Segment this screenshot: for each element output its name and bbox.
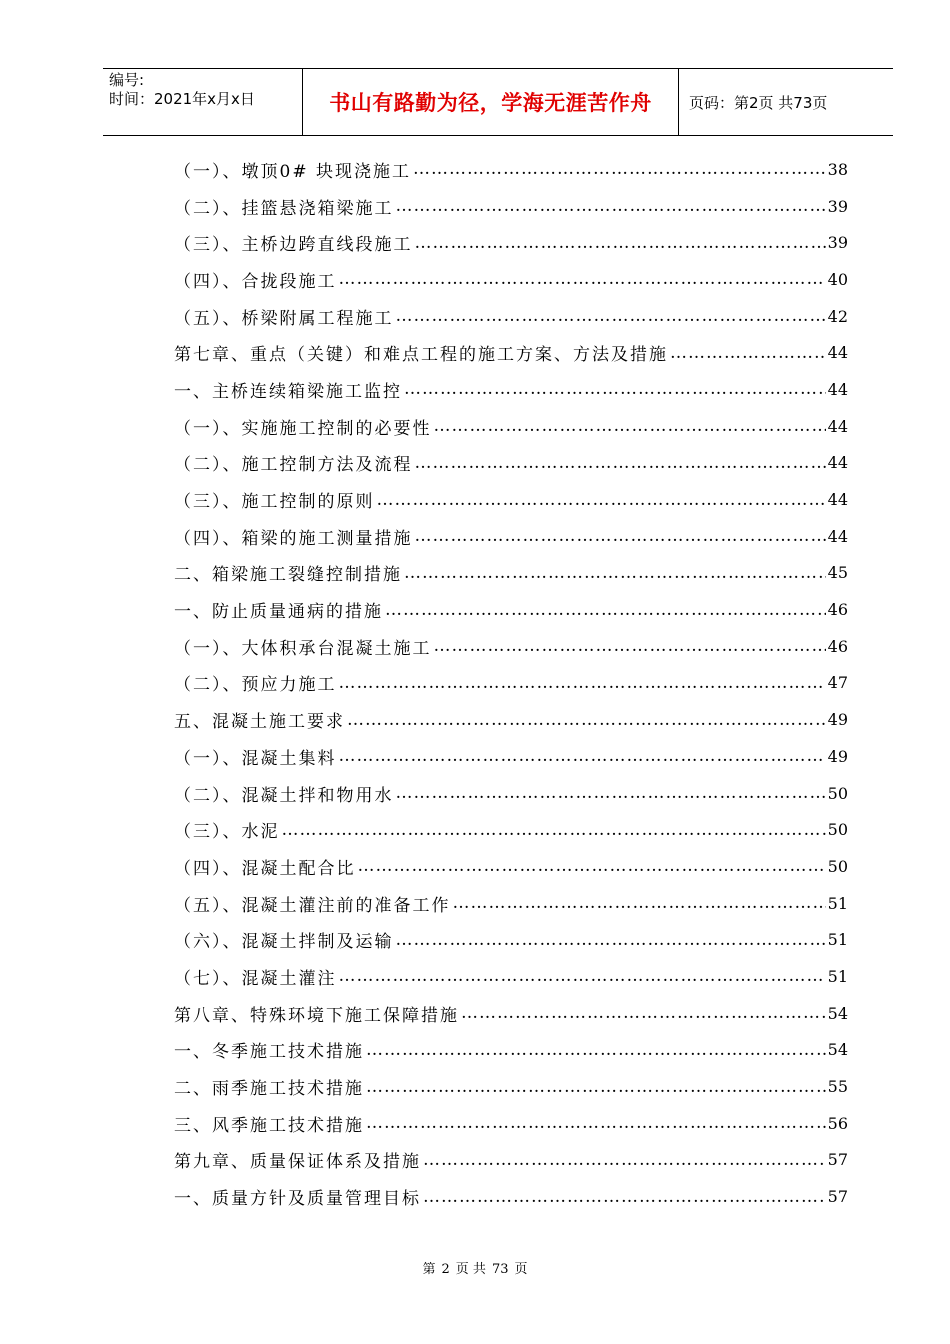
toc-entry-page: 50 — [827, 820, 848, 840]
toc-entry[interactable] — [174, 481, 848, 518]
toc-leader-dots — [415, 453, 826, 473]
toc-entry-page: 44 — [827, 343, 848, 363]
toc-entry[interactable] — [174, 628, 848, 665]
toc-entry-title: （五）、桥梁附属工程施工 — [174, 308, 394, 329]
toc-entry-page: 46 — [827, 600, 848, 620]
footer-mid: 页 共 — [455, 1262, 486, 1277]
toc-entry-title: 一、防止质量通病的措施 — [174, 602, 383, 623]
toc-entry-title: （七）、混凝土灌注 — [174, 968, 337, 989]
toc-entry-title: （四）、箱梁的施工测量措施 — [174, 528, 413, 549]
toc-entry[interactable] — [174, 848, 848, 885]
footer-prefix: 第 — [422, 1262, 436, 1277]
toc-entry-title: 第八章、特殊环境下施工保障措施 — [174, 1005, 459, 1026]
toc-entry[interactable] — [174, 885, 848, 922]
toc-leader-dots — [366, 1077, 826, 1097]
toc-entry-title: （一）、大体积承台混凝土施工 — [174, 638, 432, 659]
toc-entry-page: 51 — [827, 930, 848, 950]
toc-leader-dots — [366, 1040, 826, 1060]
toc-entry[interactable] — [174, 408, 848, 445]
toc-entry-page: 50 — [827, 783, 848, 803]
toc-leader-dots — [339, 673, 826, 693]
toc-entry-page: 49 — [827, 710, 848, 730]
toc-entry[interactable] — [174, 775, 848, 812]
toc-entry-title: （二）、预应力施工 — [174, 675, 337, 696]
toc-entry-title: 二、雨季施工技术措施 — [174, 1079, 364, 1100]
toc-leader-dots — [461, 1003, 826, 1023]
toc-leader-dots — [423, 1187, 826, 1207]
toc-leader-dots — [347, 710, 826, 730]
toc-entry[interactable] — [174, 518, 848, 555]
toc-entry-page: 40 — [827, 269, 848, 289]
toc-entry-page: 44 — [827, 379, 848, 399]
header-motto: 书山有路勤为径，学海无涯苦作舟 — [303, 69, 679, 135]
toc-entry-title: （五）、混凝土灌注前的准备工作 — [174, 895, 451, 916]
toc-entry[interactable] — [174, 1178, 848, 1215]
toc-leader-dots — [339, 746, 826, 766]
toc-entry[interactable] — [174, 1032, 848, 1069]
toc-leader-dots — [396, 783, 826, 803]
toc-entry[interactable] — [174, 371, 848, 408]
toc-entry[interactable] — [174, 701, 848, 738]
toc-entry-page: 50 — [827, 856, 848, 876]
toc-entry[interactable] — [174, 224, 848, 261]
toc-entry-title: 第七章、重点（关键）和难点工程的施工方案、方法及措施 — [174, 345, 668, 366]
toc-entry-page: 56 — [827, 1113, 848, 1133]
toc-entry[interactable] — [174, 555, 848, 592]
toc-entry[interactable] — [174, 591, 848, 628]
toc-entry[interactable] — [174, 261, 848, 298]
toc-entry-title: 一、质量方针及质量管理目标 — [174, 1189, 421, 1210]
toc-entry-title: （四）、合拢段施工 — [174, 271, 337, 292]
toc-leader-dots — [396, 196, 826, 216]
footer-page: 2 — [441, 1262, 450, 1277]
toc-entry-title: （四）、混凝土配合比 — [174, 858, 356, 879]
toc-leader-dots — [339, 966, 826, 986]
toc-entry-page: 57 — [827, 1187, 848, 1207]
toc-entry[interactable] — [174, 995, 848, 1032]
footer-suffix: 页 — [514, 1262, 528, 1277]
toc-entry-title: 一、主桥连续箱梁施工监控 — [174, 381, 402, 402]
toc-entry-page: 39 — [827, 196, 848, 216]
toc-entry-page: 47 — [827, 673, 848, 693]
toc-entry-page: 46 — [827, 636, 848, 656]
toc-leader-dots — [434, 636, 826, 656]
toc-entry-page: 54 — [827, 1003, 848, 1023]
toc-entry-title: （三）、施工控制的原则 — [174, 492, 375, 513]
toc-entry-title: （一）、墩顶0# 块现浇施工 — [174, 161, 411, 182]
toc-entry[interactable] — [174, 188, 848, 225]
toc-leader-dots — [404, 563, 826, 583]
toc-leader-dots — [413, 159, 826, 179]
toc-entry-title: 五、混凝土施工要求 — [174, 712, 345, 733]
toc-entry[interactable] — [174, 958, 848, 995]
toc-leader-dots — [423, 1150, 826, 1170]
toc-entry[interactable] — [174, 665, 848, 702]
time-label: 时间：2021年x月x日 — [109, 90, 255, 108]
toc-entry-title: （六）、混凝土拌制及运输 — [174, 932, 394, 953]
toc-entry-title: （二）、混凝土拌和物用水 — [174, 785, 394, 806]
serial-label: 编号: — [109, 71, 145, 89]
toc-entry[interactable] — [174, 921, 848, 958]
toc-entry-title: 一、冬季施工技术措施 — [174, 1042, 364, 1063]
toc-leader-dots — [415, 526, 826, 546]
toc-entry-page: 42 — [827, 306, 848, 326]
toc-entry[interactable] — [174, 334, 848, 371]
toc-entry-page: 39 — [827, 233, 848, 253]
toc-entry-title: （二）、施工控制方法及流程 — [174, 455, 413, 476]
toc-entry-title: （三）、主桥边跨直线段施工 — [174, 235, 413, 256]
toc-entry-page: 38 — [827, 159, 848, 179]
toc-entry-page: 44 — [827, 453, 848, 473]
toc-entry-page: 54 — [827, 1040, 848, 1060]
toc-leader-dots — [670, 343, 826, 363]
toc-entry[interactable] — [174, 298, 848, 335]
header-meta — [103, 69, 303, 135]
toc-leader-dots — [377, 490, 826, 510]
toc-entry-title: 三、风季施工技术措施 — [174, 1115, 364, 1136]
page-header — [103, 68, 893, 136]
toc-leader-dots — [282, 820, 826, 840]
toc-leader-dots — [339, 269, 826, 289]
toc-leader-dots — [396, 930, 826, 950]
table-of-contents — [174, 151, 848, 1215]
toc-entry[interactable] — [174, 1105, 848, 1142]
toc-entry[interactable] — [174, 151, 848, 188]
toc-leader-dots — [434, 416, 826, 436]
toc-entry-title: （三）、水泥 — [174, 822, 280, 843]
toc-leader-dots — [415, 233, 826, 253]
toc-leader-dots — [404, 379, 826, 399]
toc-entry-page: 44 — [827, 416, 848, 436]
toc-entry-title: 第九章、质量保证体系及措施 — [174, 1152, 421, 1173]
toc-entry-page: 49 — [827, 746, 848, 766]
header-page-info: 页码：第2页 共73页 — [689, 93, 828, 112]
toc-entry[interactable] — [174, 811, 848, 848]
toc-entry[interactable] — [174, 1142, 848, 1179]
toc-entry-title: （一）、实施施工控制的必要性 — [174, 418, 432, 439]
toc-leader-dots — [385, 600, 826, 620]
toc-leader-dots — [396, 306, 826, 326]
toc-entry-page: 51 — [827, 893, 848, 913]
toc-entry-title: （二）、挂篮悬浇箱梁施工 — [174, 198, 394, 219]
footer-total: 73 — [491, 1262, 509, 1277]
toc-leader-dots — [358, 856, 826, 876]
toc-entry-title: 二、箱梁施工裂缝控制措施 — [174, 565, 402, 586]
toc-entry-page: 44 — [827, 490, 848, 510]
toc-entry-page: 44 — [827, 526, 848, 546]
toc-entry-page: 45 — [827, 563, 848, 583]
page-footer — [0, 1258, 950, 1277]
toc-entry-page: 57 — [827, 1150, 848, 1170]
toc-entry-title: （一）、混凝土集料 — [174, 748, 337, 769]
toc-entry-page: 51 — [827, 966, 848, 986]
toc-entry-page: 55 — [827, 1077, 848, 1097]
toc-leader-dots — [366, 1113, 826, 1133]
toc-entry[interactable] — [174, 738, 848, 775]
toc-leader-dots — [453, 893, 826, 913]
toc-entry[interactable] — [174, 445, 848, 482]
toc-entry[interactable] — [174, 1068, 848, 1105]
